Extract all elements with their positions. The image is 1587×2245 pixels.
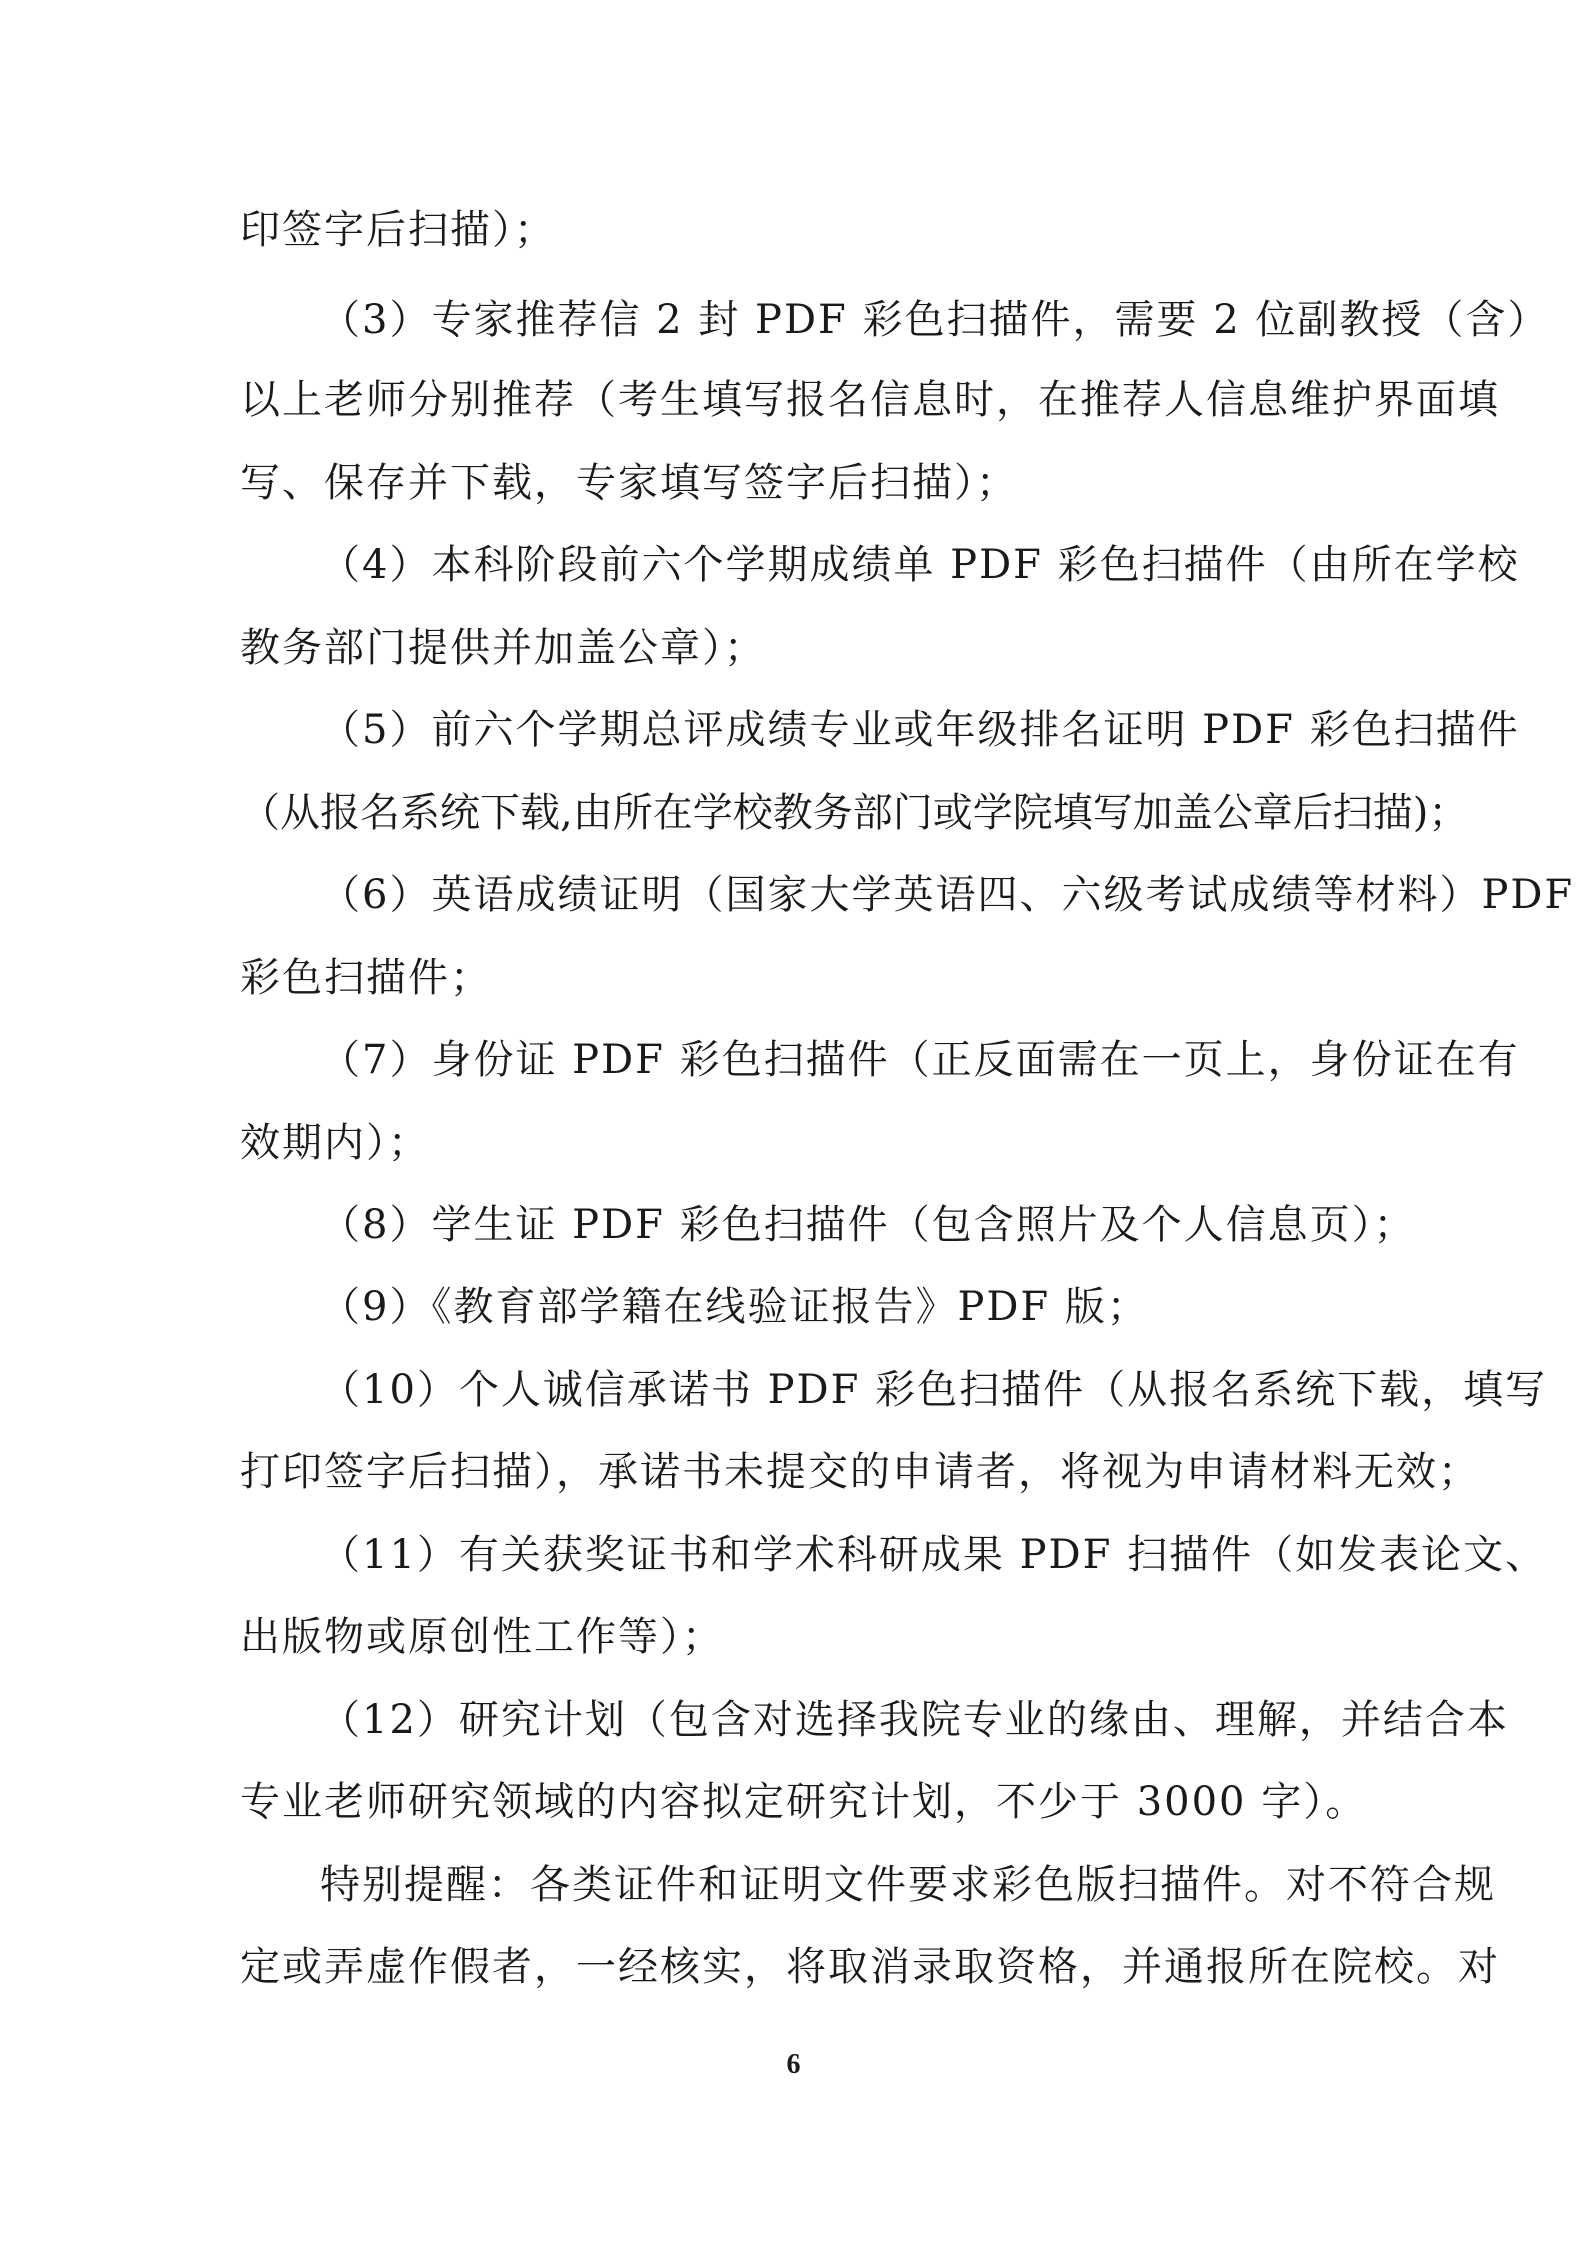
item-6-line-2: 彩色扫描件； [240, 955, 492, 1001]
text-line-1: 印签字后扫描）； [240, 207, 556, 253]
reminder-line-1: 特别提醒：各类证件和证明文件要求彩色版扫描件。对不符合规 [320, 1862, 1496, 1908]
page-number: 6 [786, 2049, 801, 2080]
item-12-line-1: （12）研究计划（包含对选择我院专业的缘由、理解，并结合本 [320, 1697, 1509, 1743]
item-8-line-1: （8）学生证 PDF 彩色扫描件（包含照片及个人信息页）； [320, 1202, 1416, 1248]
item-3-line-3: 写、保存并下载，专家填写签字后扫描）； [240, 460, 1018, 506]
item-9-line-1: （9）《教育部学籍在线验证报告》PDF 版； [320, 1284, 1149, 1330]
item-10-line-1: （10）个人诚信承诺书 PDF 彩色扫描件（从报名系统下载，填写 [320, 1367, 1548, 1413]
item-10-line-2: 打印签字后扫描），承诺书未提交的申请者，将视为申请材料无效； [240, 1449, 1480, 1495]
item-3-line-1: （3）专家推荐信 2 封 PDF 彩色扫描件，需要 2 位副教授（含） [320, 297, 1550, 343]
item-11-line-2: 出版物或原创性工作等）； [240, 1614, 724, 1660]
item-4-line-1: （4）本科阶段前六个学期成绩单 PDF 彩色扫描件（由所在学校 [320, 542, 1520, 588]
item-4-line-2: 教务部门提供并加盖公章）； [240, 625, 766, 671]
item-11-line-1: （11）有关获奖证书和学术科研成果 PDF 扫描件（如发表论文、 [320, 1532, 1548, 1578]
item-5-line-1: （5）前六个学期总评成绩专业或年级排名证明 PDF 彩色扫描件 [320, 707, 1520, 753]
item-12-line-2: 专业老师研究领域的内容拟定研究计划，不少于 3000 字）。 [240, 1779, 1368, 1825]
item-7-line-2: 效期内）； [240, 1120, 430, 1166]
item-7-line-1: （7）身份证 PDF 彩色扫描件（正反面需在一页上，身份证在有 [320, 1037, 1520, 1083]
item-5-line-2: （从报名系统下载,由所在学校教务部门或学院填写加盖公章后扫描)； [240, 790, 1469, 836]
reminder-line-2: 定或弄虚作假者，一经核实，将取消录取资格，并通报所在院校。对 [240, 1944, 1500, 1990]
item-3-line-2: 以上老师分别推荐（考生填写报名信息时，在推荐人信息维护界面填 [240, 377, 1500, 423]
item-6-line-1: （6）英语成绩证明（国家大学英语四、六级考试成绩等材料）PDF [320, 872, 1575, 918]
